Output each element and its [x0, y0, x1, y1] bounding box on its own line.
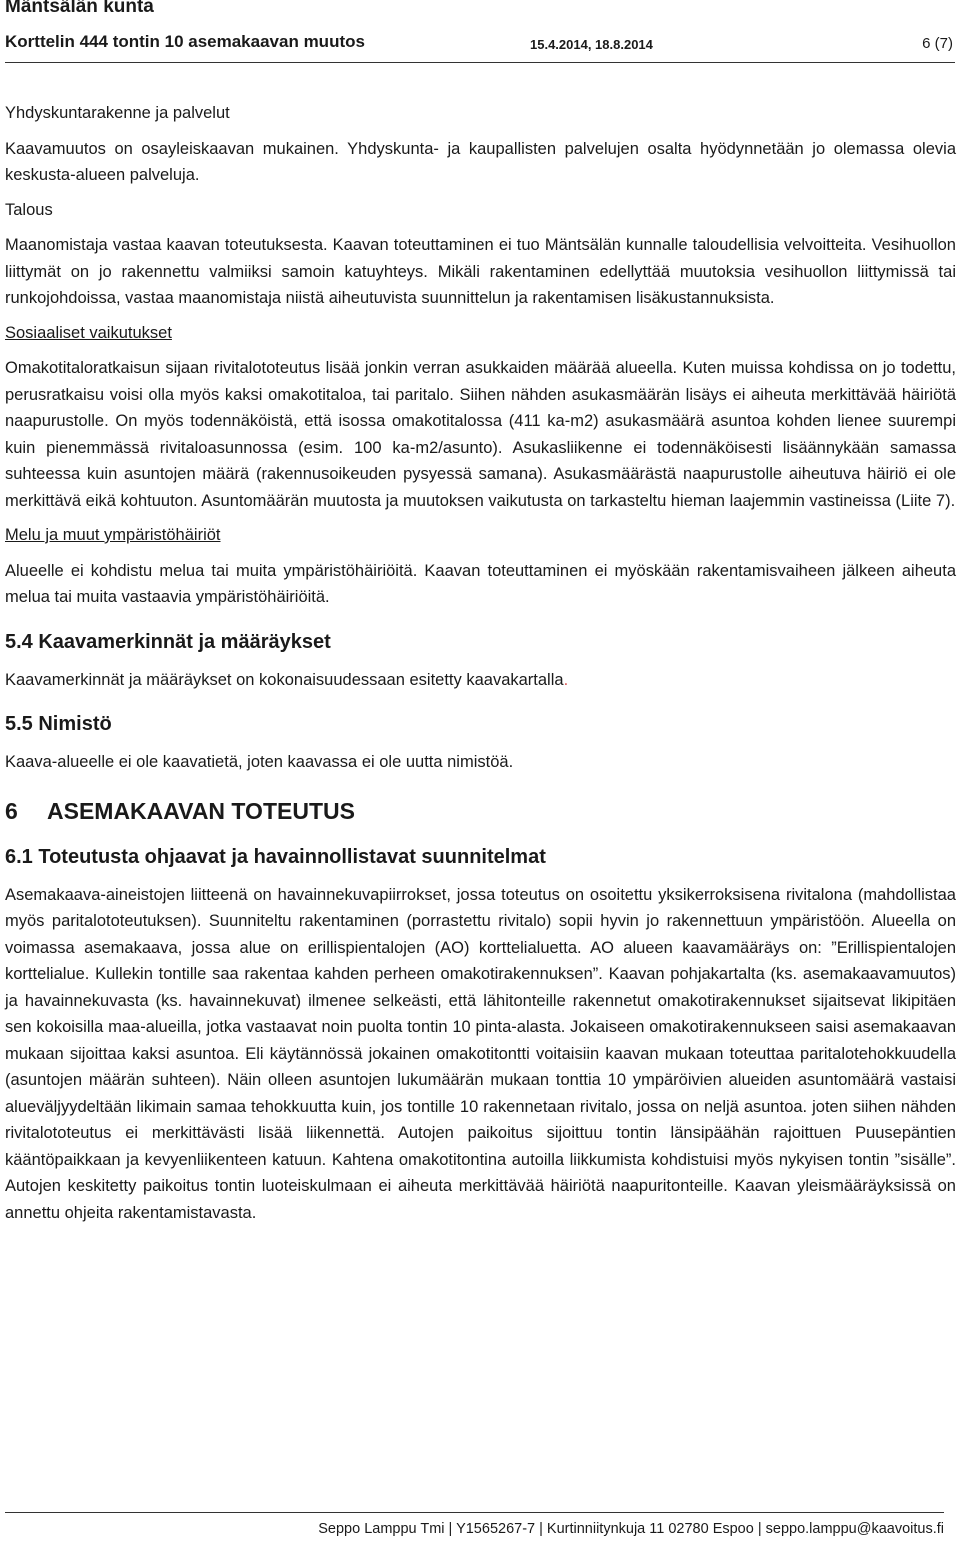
- heading-sosiaaliset-vaikutukset: Sosiaaliset vaikutukset: [5, 323, 172, 342]
- document-body: [5, 100, 956, 1234]
- paragraph-5-5: Kaava-alueelle ei ole kaavatietä, joten kaavassa ei ole uutta nimistöä.: [5, 753, 514, 771]
- heading-5-4: 5.4 Kaavamerkinnät ja määräykset: [5, 630, 331, 653]
- document-header: [5, 32, 955, 63]
- heading-palvelut: Yhdyskuntarakenne ja palvelut: [5, 104, 230, 122]
- footer-contact: Seppo Lamppu Tmi | Y1565267-7 | Kurtinniitynkuja 11 02780 Espoo | seppo.lamppu@kaavoitus.fi: [318, 1521, 944, 1537]
- heading-5-5: 5.5 Nimistö: [5, 713, 112, 735]
- paragraph-5-4-text: Kaavamerkinnät ja määräykset on kokonaisuudessaan esitetty kaavakartalla: [5, 670, 564, 689]
- organization-name: Mäntsälän kunta: [5, 0, 154, 17]
- page-footer: [5, 1512, 944, 1537]
- heading-talous: Talous: [5, 200, 53, 219]
- heading-6-1: 6.1 Toteutusta ohjaavat ja havainnollistavat suunnitelmat: [5, 845, 546, 868]
- heading-6: [5, 796, 956, 826]
- heading-6-number: 6: [5, 797, 18, 824]
- paragraph-melu: Alueelle ei kohdistu melua tai muita ympäristöhäiriöitä. Kaavan toteuttaminen ei myöskään rakentamisvaiheen jälkeen aiheuta melua tai muita vastaavia ympäristöhäiriöitä.: [5, 561, 956, 606]
- paragraph-sosiaaliset-vaikutukset: Omakotitaloratkaisun sijaan rivitalototeutus lisää jonkin verran asukkaiden määrää alueella. Kuten muissa kohdissa on jo todettu, perusratkaisu voisi olla myös kaksi omakotitaloa, tai paritalo. Siihen nähden asukasmäärän lisäys ei aiheuta merkittävää häiriötä naapurustolle. On myös todennäköistä, että isossa omakotitalossa (411 ka-m2) asukasmäärä asuntoa kohden lienee suurempi kuin pienemmässä rivitaloasunnossa (esim. 100 ka-m2/asunto). Asukasliikenne ei todennäköisesti lisäännykään samassa suhteessa kuin asuntojen määrä (rakennusoikeuden pysyessä samana). Asukasmäärästä naapurustolle aiheutuva häiriö ei ole merkittävä eikä kohtuuton. Asuntomäärän muutosta ja muutoksen vaikutusta on tarkasteltu hieman laajemmin vastineissa (Liite 7).: [5, 359, 956, 510]
- document-title: Korttelin 444 tontin 10 asemakaavan muutos: [5, 32, 365, 51]
- paragraph-palvelut: Kaavamuutos on osayleiskaavan mukainen. Yhdyskunta- ja kaupallisten palvelujen osalta hyödynnetään jo olemassa olevia keskusta-alueen palveluja.: [5, 139, 956, 184]
- document-dates: 15.4.2014, 18.8.2014: [530, 37, 653, 52]
- page-number: 6 (7): [922, 35, 953, 52]
- paragraph-5-4: [5, 667, 956, 694]
- heading-6-title: ASEMAKAAVAN TOTEUTUS: [47, 797, 355, 824]
- paragraph-6-1: Asemakaava-aineistojen liitteenä on havainnekuvapiirrokset, jossa toteutus on osoitettu yksikerroksisena rivitalona (mahdollistaa myös paritalototeutuksen). Suunniteltu rakentaminen (porrastettu rivitalo) sopii hyvin jo rakennettuun ympäristöön. Alueella on voimassa asemakaava, jossa alue on erillispientalojen (AO) korttelialuetta. AO alueen kaavamääräys on: ”Erillispientalojen korttelialue. Kullekin tontille saa rakentaa kahden perheen omakotirakennuksen”. Kaavan pohjakartalta (ks. asemakaavamuutos) ja havainnekuvasta (ks. havainnekuvat) ilmenee selkeästi, että lähitonteille rakennetut omakotirakennukset sijaitsevat likipitäen sen kokoisilla maa-alueilla, jotka vastaavat noin puolta tontin 10 pinta-alasta. Jokaiseen omakotirakennukseen saisi asemakaavan mukaan sijoittaa kaksi asuntoa. Eli käytännössä jokainen omakotitontti voitaisiin kaavan mukaan toteuttaa paritalotehokkuudella (asuntojen määrän suhteen). Näin olleen asuntojen lukumäärän mukaan tonttia 10 ympäröivien alueiden asuntomäärä vastaisi alueväljyydeltään likimain samaa tehokkuutta kuin, jos tontille 10 rakennetaan rivitalo, jossa on neljä asuntoa. joten siihen nähden rivitalototeutus ei merkittävästi lisää liikennettä. Autojen paikoitus sijoittuu tontin länsipäähän rajoittuen Puusepäntien kääntöpaikkaan ja kevyenliikenteen katuun. Kahtena omakotitontina autoilla liikkumista kohdistuisi myös nykyisen tontin ”sisälle”. Autojen keskitetty paikoitus tontin luoteiskulmaan ei aiheuta merkittävää häiriötä naapuritonteille. Kaavan yleismääräyksissä on annettu ohjeita rakentamistavasta.: [5, 885, 956, 1222]
- heading-melu: Melu ja muut ympäristöhäiriöt: [5, 526, 221, 544]
- paragraph-5-4-dot: .: [563, 670, 569, 689]
- paragraph-talous: Maanomistaja vastaa kaavan toteutuksesta. Kaavan toteuttaminen ei tuo Mäntsälän kunnalle taloudellisia velvoitteita. Vesihuollon liittymät on jo rakennettu valmiiksi samoin katuyhteys. Mikäli rakentaminen edellyttää muutoksia vesihuollon liittymissä tai runkojohdoissa, vastaa maanomistaja niistä aiheutuvista suunnittelun ja rakentamisen lisäkustannuksista.: [5, 236, 956, 307]
